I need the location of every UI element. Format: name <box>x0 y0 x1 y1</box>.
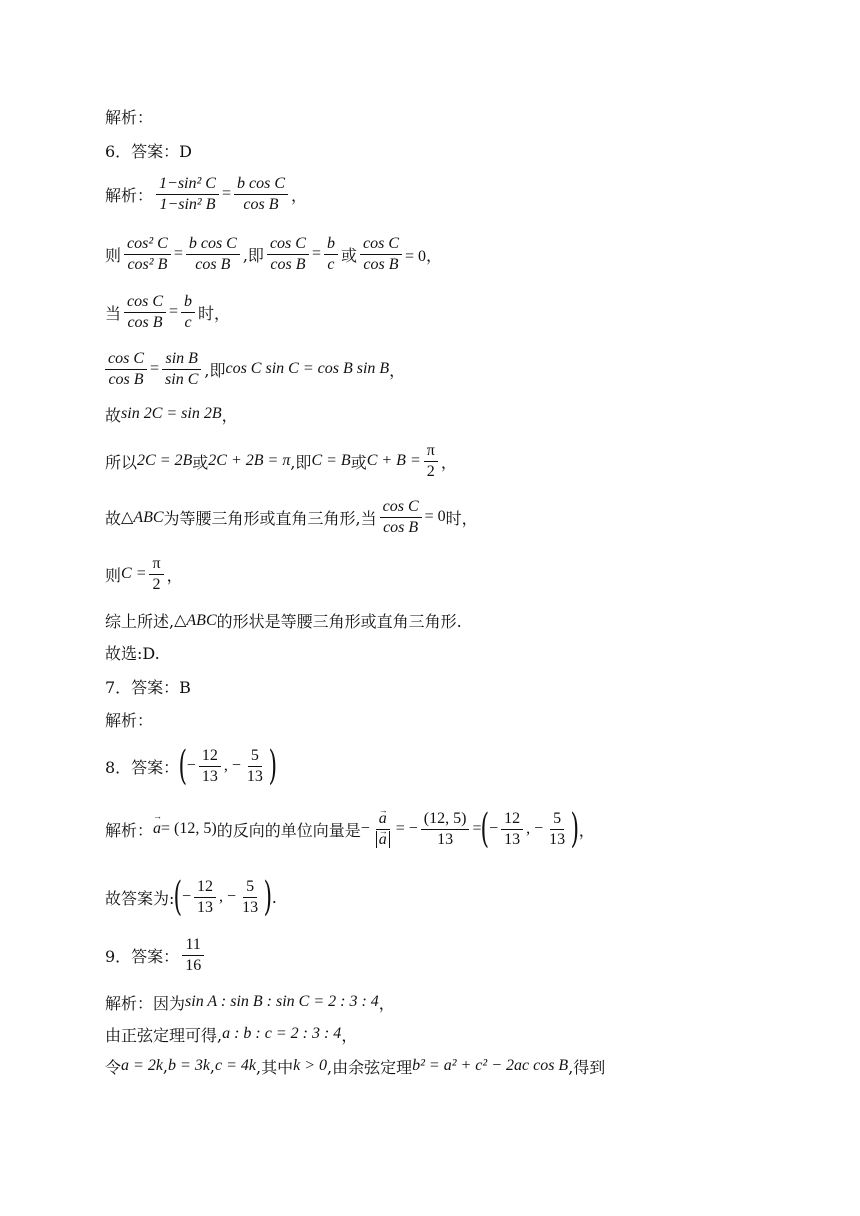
comma-minus: , − <box>223 757 241 774</box>
text: ， <box>378 993 395 1013</box>
answer-7 <box>105 672 191 700</box>
text: 或 <box>340 245 357 265</box>
minus-sign: − <box>489 820 499 837</box>
fraction <box>124 235 171 274</box>
denominator: cos B <box>195 255 231 273</box>
fraction <box>424 442 438 481</box>
fraction <box>546 810 568 849</box>
text: 为等腰三角形或直角三角形,当 <box>163 508 377 528</box>
numerator: 5 <box>248 747 262 767</box>
numerator: 12 <box>501 810 523 830</box>
right-paren: ) <box>263 874 273 920</box>
comma-minus: , − <box>526 820 544 837</box>
text: ， <box>440 452 457 472</box>
text: ,得到 <box>568 1057 606 1077</box>
denominator: 13 <box>242 898 259 916</box>
denominator: 2 <box>426 462 435 480</box>
text: 的反向的单位向量是 <box>216 820 361 840</box>
answer-8 <box>105 743 277 789</box>
text: 9．答案： <box>105 946 180 966</box>
text: ， <box>290 185 307 205</box>
numerator: π <box>424 442 438 462</box>
left-paren: ( <box>173 874 183 920</box>
denominator: cos B <box>108 370 144 388</box>
numerator: 11 <box>182 936 203 956</box>
numerator: 1−sin² C <box>156 175 219 195</box>
fraction <box>156 175 219 214</box>
fraction <box>162 350 201 389</box>
text: 故 <box>105 405 122 425</box>
equals: = <box>169 303 179 320</box>
text: = 0， <box>404 247 443 265</box>
numerator: b <box>324 235 338 255</box>
fraction <box>234 175 288 214</box>
denominator: cos B <box>383 518 419 536</box>
fraction <box>199 747 221 786</box>
text: ,即 <box>242 245 264 265</box>
analysis-9-line2 <box>105 1020 357 1048</box>
fraction <box>421 810 470 849</box>
denominator: 13 <box>246 767 263 785</box>
analysis-6-line8 <box>105 554 183 593</box>
denominator: c <box>184 313 192 331</box>
text: ， <box>221 405 238 425</box>
numerator: cos C <box>124 293 166 313</box>
fraction <box>124 293 166 332</box>
text: 解析： <box>105 185 154 205</box>
minus-sign: − <box>182 888 192 905</box>
numerator: 12 <box>199 747 221 767</box>
analysis-6-line2 <box>105 234 443 273</box>
fraction <box>239 878 261 917</box>
answer-6 <box>105 136 192 164</box>
numerator: π <box>149 555 163 575</box>
text: 解析： <box>105 820 154 840</box>
text: ,由余弦定理 <box>327 1057 413 1077</box>
denominator: cos B <box>243 195 279 213</box>
numerator: cos C <box>267 235 309 255</box>
vector-a: → a <box>379 831 387 849</box>
minus-sign: − <box>360 820 370 837</box>
denominator: cos B <box>270 255 306 273</box>
denominator: 2 <box>152 575 161 593</box>
text: 则 <box>105 245 122 265</box>
numerator: cos C <box>360 235 402 255</box>
vector-a: → a <box>379 810 387 828</box>
math-expression: a : b : c = 2 : 3 : 4 <box>222 1025 342 1042</box>
text: 解析：因为 <box>105 993 186 1013</box>
math-expression: a = 2k <box>121 1057 163 1074</box>
text: 所以 <box>105 452 138 472</box>
text: 故答案为: <box>105 888 175 908</box>
fraction <box>267 235 309 274</box>
text: 的形状是等腰三角形或直角三角形. <box>216 611 462 631</box>
numerator: b <box>181 293 195 313</box>
fraction <box>182 936 204 975</box>
fraction <box>105 350 147 389</box>
math-expression: k > 0 <box>293 1057 328 1074</box>
denominator: 13 <box>201 767 218 785</box>
text: 令 <box>105 1057 122 1077</box>
math-expression: 2C + 2B = π <box>208 452 291 469</box>
math-expression: c = 4k <box>215 1057 257 1074</box>
equals: = <box>221 185 231 202</box>
denominator: sin C <box>165 370 199 388</box>
analysis-label-7 <box>105 705 153 733</box>
fraction <box>244 747 266 786</box>
fraction <box>181 293 195 332</box>
numerator: 12 <box>194 878 216 898</box>
analysis-6-line9 <box>105 606 462 634</box>
numerator: 5 <box>550 810 564 830</box>
denominator: cos B <box>363 255 399 273</box>
analysis-6-conclusion <box>105 638 160 666</box>
math-expression: cos C sin C = cos B sin B <box>225 360 390 377</box>
text: 故选:D. <box>105 643 160 663</box>
denominator <box>373 830 393 849</box>
text: 故 <box>105 508 122 528</box>
text: ,即 <box>204 360 226 380</box>
fraction <box>149 555 163 594</box>
text: 7．答案：B <box>105 677 191 697</box>
text: 时， <box>445 508 478 528</box>
math-expression: C + B = <box>366 452 421 469</box>
fraction <box>324 235 338 274</box>
math-expression: b = 3k <box>168 1057 210 1074</box>
analysis-8-line1 <box>105 806 595 852</box>
denominator: 13 <box>504 830 521 848</box>
text: 综上所述, <box>105 611 175 631</box>
analysis-8-line2 <box>105 874 277 920</box>
equals: = <box>150 360 160 377</box>
math-expression: 2C = 2B <box>137 452 193 469</box>
text: 或 <box>350 452 367 472</box>
left-paren: ( <box>480 806 490 852</box>
text: 或 <box>192 452 209 472</box>
numerator: b cos C <box>234 175 288 195</box>
text: ， <box>389 360 406 380</box>
math-expression: △ABC <box>174 612 217 629</box>
text: ， <box>166 565 183 585</box>
text: 6．答案：D <box>105 141 193 161</box>
right-paren: ) <box>268 743 277 789</box>
fraction <box>186 235 240 274</box>
left-paren: ( <box>178 743 188 789</box>
text: ， <box>578 820 595 840</box>
numerator: (12, 5) <box>421 810 470 830</box>
text: , <box>209 1056 216 1076</box>
denominator: 16 <box>185 956 202 974</box>
analysis-6-line1 <box>105 174 307 213</box>
fraction <box>380 498 422 537</box>
equals: = <box>173 245 183 262</box>
text: 由正弦定理可得, <box>105 1025 223 1045</box>
analysis-6-line3 <box>105 292 231 331</box>
analysis-9-line3 <box>105 1052 605 1080</box>
text: ， <box>341 1025 358 1045</box>
math-expression: = (12, 5) <box>161 820 217 837</box>
comma-minus: , − <box>219 888 237 905</box>
analysis-6-line7 <box>105 497 478 536</box>
text: . <box>271 887 277 907</box>
fraction <box>360 235 402 274</box>
text: , <box>162 1056 169 1076</box>
math-expression: C = <box>121 565 147 582</box>
analysis-6-line5 <box>105 400 238 428</box>
analysis-9-line1 <box>105 988 395 1016</box>
text: 解析： <box>105 107 154 127</box>
equals-minus: = − <box>395 820 418 837</box>
denominator: 13 <box>437 830 454 848</box>
text: 时， <box>198 303 231 323</box>
minus-sign: − <box>186 757 196 774</box>
analysis-6-line6 <box>105 441 457 480</box>
equals: = <box>311 245 321 262</box>
math-expression: b² = a² + c² − 2ac cos B <box>412 1057 569 1074</box>
numerator: sin B <box>162 350 200 370</box>
numerator: cos C <box>380 498 422 518</box>
denominator: 13 <box>549 830 566 848</box>
equals: = <box>472 820 482 837</box>
text: 8．答案： <box>105 757 180 777</box>
answer-9 <box>105 935 207 974</box>
text: 当 <box>105 303 122 323</box>
denominator: 1−sin² B <box>159 195 216 213</box>
analysis-label-5 <box>105 102 153 130</box>
denominator: cos B <box>127 313 163 331</box>
denominator: 13 <box>197 898 214 916</box>
fraction <box>501 810 523 849</box>
math-expression: = 0 <box>424 508 446 525</box>
numerator: cos C <box>105 350 147 370</box>
denominator: cos² B <box>127 255 168 273</box>
numerator: cos² C <box>124 235 171 255</box>
denominator: c <box>327 255 335 273</box>
text: ,即 <box>290 452 312 472</box>
math-expression: sin A : sin B : sin C = 2 : 3 : 4 <box>185 993 379 1010</box>
numerator: b cos C <box>186 235 240 255</box>
analysis-6-line4 <box>105 349 406 388</box>
fraction <box>194 878 216 917</box>
vector-a: → a <box>153 820 161 838</box>
math-expression: C = B <box>311 452 351 469</box>
fraction <box>373 810 393 849</box>
math-expression: △ABC <box>121 509 164 526</box>
text: ,其中 <box>256 1057 294 1077</box>
numerator: 5 <box>243 878 257 898</box>
text: 则 <box>105 565 122 585</box>
right-paren: ) <box>570 806 580 852</box>
math-expression: sin 2C = sin 2B <box>121 405 222 422</box>
text: 解析： <box>105 710 154 730</box>
